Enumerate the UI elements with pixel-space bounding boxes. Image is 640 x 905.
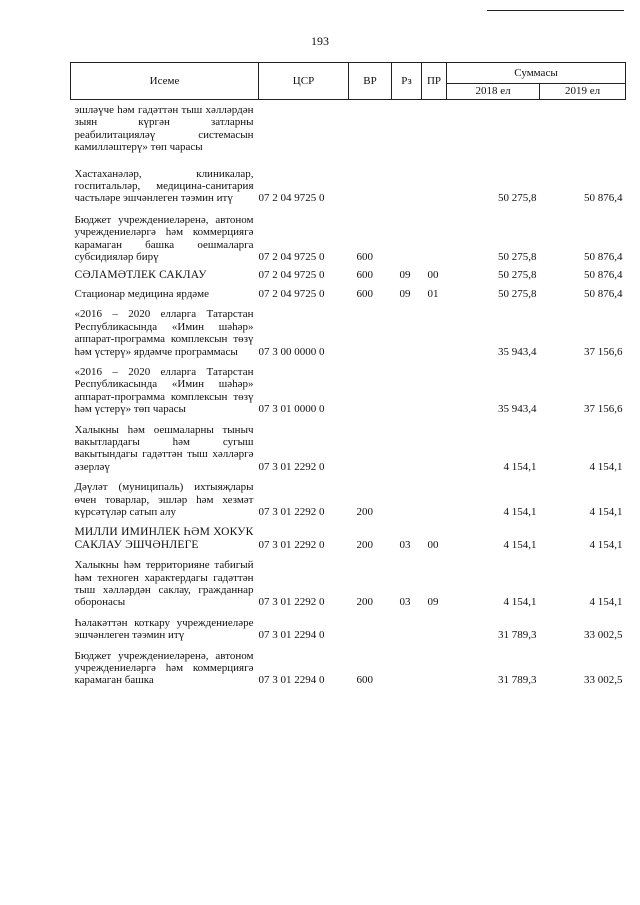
table-row <box>71 420 626 478</box>
cell-csr: 07 3 01 2292 0 <box>258 460 325 473</box>
cell-s2019: 50 876,4 <box>584 269 623 282</box>
table-row <box>71 477 626 522</box>
cell-s2019 <box>540 100 626 158</box>
cell-s2018: 4 154,1 <box>503 460 537 473</box>
cell-s2018: 4 154,1 <box>503 538 537 551</box>
cell-name: Халыкны һәм оешмаларны тыныч вакытлардагы һәм сугыш вакытындагы гадәттән тыш хәлләргә әзерләү <box>74 423 254 473</box>
cell-s2018: 4 154,1 <box>503 596 537 609</box>
col-header-vr: ВР <box>349 63 392 100</box>
cell-name: эшләүче һәм гадәттән тыш хәлләрдән зыян күргән затларны реабилитацияләү системасын камилләштерү» төп чарасы <box>74 104 254 154</box>
cell-csr: 07 3 01 2294 0 <box>258 629 325 642</box>
table-row <box>71 158 626 209</box>
cell-csr: 07 2 04 9725 0 <box>258 269 325 282</box>
table-row <box>71 555 626 613</box>
cell-name: Стационар медицина ярдәме <box>74 287 210 300</box>
cell-rz: 03 <box>399 596 411 609</box>
cell-rz <box>392 420 422 478</box>
cell-rz <box>392 158 422 209</box>
cell-rz <box>392 477 422 522</box>
cell-s2018: 50 275,8 <box>498 269 537 282</box>
cell-vr <box>349 100 392 158</box>
cell-s2018: 50 275,8 <box>498 251 537 264</box>
cell-name: «2016 – 2020 елларга Татарстан Республикасында «Имин шәһәр» аппарат-программа комплексын төзү һәм үстерү» ярдәмче программасы <box>74 308 254 358</box>
cell-s2018: 31 789,3 <box>498 674 537 687</box>
cell-csr: 07 3 01 2294 0 <box>258 674 325 687</box>
table-row <box>71 646 626 691</box>
budget-table-sheet <box>70 62 625 691</box>
table-row <box>71 304 626 362</box>
cell-name: Бюджет учреждениеләренә, автоном учреждениеләргә һәм коммерциягә карамаган башка оешмаларга субсидияләр бирү <box>74 213 254 264</box>
cell-rz <box>392 100 422 158</box>
cell-pr <box>422 420 447 478</box>
cell-vr: 600 <box>356 269 373 282</box>
cell-rz: 09 <box>399 287 411 300</box>
cell-vr: 200 <box>356 505 373 518</box>
cell-name: Халыкны һәм территорияне табигый һәм техноген характердагы гадәттән тыш хәлләрдән саклау, гражданнар оборонасы <box>74 559 254 609</box>
cell-pr <box>422 100 447 158</box>
col-header-year-2018: 2018 ел <box>447 84 540 100</box>
table-header <box>71 63 626 100</box>
cell-pr: 09 <box>427 596 439 609</box>
col-header-csr: ЦСР <box>259 63 349 100</box>
table-row <box>71 209 626 268</box>
cell-pr <box>422 158 447 209</box>
cell-pr <box>422 362 447 420</box>
cell-csr: 07 2 04 9725 0 <box>258 287 325 300</box>
cell-s2018: 4 154,1 <box>503 505 537 518</box>
table-row <box>71 362 626 420</box>
cell-s2018: 50 275,8 <box>498 192 537 205</box>
cell-csr: 07 2 04 9725 0 <box>258 192 325 205</box>
header-rule <box>487 10 624 11</box>
cell-pr: 00 <box>427 538 439 551</box>
table-row <box>71 286 626 304</box>
cell-s2019: 4 154,1 <box>589 460 623 473</box>
cell-pr <box>422 304 447 362</box>
cell-s2019: 37 156,6 <box>584 403 623 416</box>
cell-pr <box>422 646 447 691</box>
cell-s2018: 31 789,3 <box>498 629 537 642</box>
cell-name: Дәүләт (муниципаль) ихтыяҗлары өчен товарлар, эшләр һәм хезмәт күрсәтүләр сатып алу <box>74 481 254 518</box>
cell-vr: 600 <box>356 674 373 687</box>
cell-s2018 <box>447 100 540 158</box>
cell-vr <box>349 362 392 420</box>
cell-name: Хастаханәләр, клиникалар, госпитальләр, медицина-санитария частьләре эшчәнлеген тәэмин итү <box>74 167 254 205</box>
cell-s2018: 35 943,4 <box>498 345 537 358</box>
cell-s2019: 33 002,5 <box>584 629 623 642</box>
cell-name: СӘЛАМӘТЛЕК САКЛАУ <box>74 269 207 282</box>
cell-s2019: 4 154,1 <box>589 538 623 551</box>
cell-vr <box>349 158 392 209</box>
col-header-sums: Суммасы <box>447 63 626 84</box>
cell-name: Һәлакәттән коткару учреждениеләре эшчәнлеген тәэмин итү <box>74 616 254 642</box>
cell-name: «2016 – 2020 елларга Татарстан Республикасында «Имин шәһәр» аппарат-программа комплексын төзү һәм үстерү» төп чарасы <box>74 365 254 416</box>
table-row <box>71 267 626 285</box>
cell-rz: 09 <box>399 269 411 282</box>
table-row <box>71 100 626 158</box>
cell-csr: 07 3 01 2292 0 <box>258 596 325 609</box>
cell-vr <box>349 613 392 646</box>
cell-s2019: 33 002,5 <box>584 674 623 687</box>
budget-table <box>70 62 626 691</box>
cell-s2018: 35 943,4 <box>498 403 537 416</box>
cell-csr: 07 3 00 0000 0 <box>258 345 325 358</box>
cell-csr: 07 2 04 9725 0 <box>258 251 325 264</box>
cell-s2019: 37 156,6 <box>584 345 623 358</box>
col-header-name: Исеме <box>71 63 259 100</box>
cell-s2019: 50 876,4 <box>584 192 623 205</box>
cell-csr: 07 3 01 2292 0 <box>258 505 325 518</box>
cell-csr: 07 3 01 0000 0 <box>258 403 325 416</box>
cell-rz <box>392 613 422 646</box>
cell-pr: 01 <box>427 287 439 300</box>
page-number: 193 <box>311 34 329 48</box>
cell-pr: 00 <box>427 269 439 282</box>
cell-csr <box>259 100 349 158</box>
cell-rz <box>392 209 422 268</box>
col-header-pr: ПР <box>422 63 447 100</box>
cell-rz <box>392 362 422 420</box>
cell-name: Бюджет учреждениеләренә, автоном учреждениеләргә һәм коммерциягә карамаган башка <box>74 649 254 687</box>
cell-s2019: 50 876,4 <box>584 287 623 300</box>
cell-s2019: 4 154,1 <box>589 596 623 609</box>
cell-pr <box>422 613 447 646</box>
table-row <box>71 613 626 646</box>
cell-rz: 03 <box>399 538 411 551</box>
cell-vr: 200 <box>356 538 373 551</box>
cell-vr <box>349 420 392 478</box>
table-body <box>71 100 626 691</box>
cell-s2019: 50 876,4 <box>584 251 623 264</box>
col-header-rz: Рз <box>392 63 422 100</box>
cell-rz <box>392 304 422 362</box>
cell-vr: 200 <box>356 596 373 609</box>
cell-rz <box>392 646 422 691</box>
cell-name: МИЛЛИ ИМИНЛЕК ҺӘМ ХОКУК САКЛАУ ЭШЧӘНЛЕГЕ <box>74 526 254 551</box>
cell-vr: 600 <box>356 251 373 264</box>
cell-pr <box>422 209 447 268</box>
table-row <box>71 522 626 555</box>
cell-vr <box>349 304 392 362</box>
cell-s2019: 4 154,1 <box>589 505 623 518</box>
col-header-year-2019: 2019 ел <box>540 84 626 100</box>
cell-vr: 600 <box>356 287 373 300</box>
cell-s2018: 50 275,8 <box>498 287 537 300</box>
cell-csr: 07 3 01 2292 0 <box>258 538 325 551</box>
cell-pr <box>422 477 447 522</box>
